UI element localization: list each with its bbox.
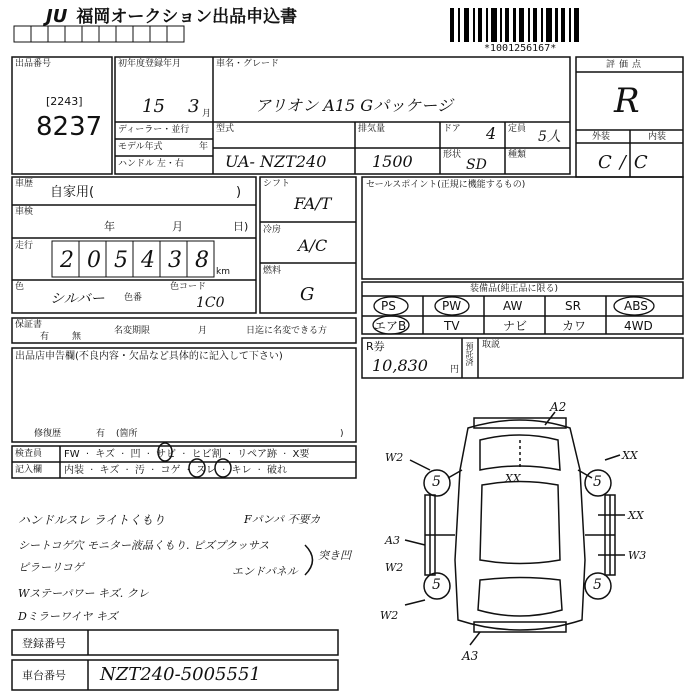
car-name-label: 車名・グレード	[216, 59, 280, 69]
color-value: シルバー	[50, 291, 105, 307]
inspection-label: 車検	[15, 207, 34, 217]
manual-label: 取説	[482, 340, 501, 350]
chassis-value: NZT240-5005551	[100, 664, 261, 685]
note-line: ピラーリコゲ	[18, 561, 84, 574]
inspection-year: 年	[104, 220, 115, 233]
rating-ext-label: 外装	[592, 132, 611, 142]
shift-label: シフト	[263, 179, 291, 189]
lot-number: 8237	[36, 112, 103, 142]
equip-pw: PW	[442, 299, 462, 313]
equip-4wd: 4WD	[624, 319, 653, 333]
shift-value: FA/T	[294, 194, 332, 213]
fuel-label: 燃料	[263, 266, 282, 276]
inspector-row2: 内装 · キズ · 汚 · コゲ · スレ · キレ · 破れ	[64, 465, 287, 476]
capacity-value: 5人	[538, 129, 561, 145]
mileage-digit: 2	[60, 248, 74, 273]
rating-ext-int-value: C/C	[598, 152, 656, 173]
warranty-month: 月	[198, 326, 208, 336]
equip-aw: AW	[503, 299, 523, 313]
rating-label: 評価点	[606, 60, 646, 70]
logo: JU	[46, 6, 68, 27]
equip-airbag: エアB	[374, 319, 407, 333]
inspection-month: 月	[172, 220, 183, 233]
registration-label: 登録番号	[22, 637, 66, 650]
warranty-expiry-label: 名変期限	[114, 326, 151, 336]
lot-label: 出品番号	[15, 59, 52, 69]
tire-mark-rr: 5	[593, 577, 602, 593]
note-line: エンドパネル	[232, 565, 298, 578]
mark-a3-left: A3	[385, 534, 400, 547]
rating-value: R	[614, 81, 640, 121]
note-line: ハンドルスレ ライトくもり	[18, 513, 166, 527]
repair-yes: 有	[96, 429, 106, 439]
mark-w3-right: W3	[628, 549, 647, 562]
aircon-value: A/C	[298, 236, 328, 255]
inspection-day: 日)	[233, 220, 249, 233]
recycle-label: R券	[366, 340, 385, 353]
handle-label: ハンドル 左・右	[118, 159, 184, 169]
equip-abs: ABS	[624, 299, 648, 313]
car-type-value: UA- NZT240	[225, 152, 327, 171]
fuel-value: G	[300, 284, 315, 305]
inspector-row1: FW · キズ · 凹 · サビ · ヒビ割 · リペア跡 · X要	[64, 449, 310, 460]
recycle-unit: 円	[450, 365, 460, 375]
shape-label: 形状	[443, 150, 462, 160]
mileage-unit: km	[216, 267, 230, 277]
barcode-text: *1001256167*	[484, 43, 557, 54]
mileage-label: 走行	[15, 241, 34, 251]
usage-label: 車歴	[15, 179, 34, 189]
note-line: 突き凹	[318, 549, 351, 562]
mark-w2-bottom-left: W2	[380, 609, 399, 622]
mileage-digit: 4	[141, 248, 155, 273]
aircon-label: 冷房	[263, 225, 282, 235]
mark-xx-center: XX	[505, 472, 521, 485]
mileage-digit: 3	[168, 248, 182, 273]
note-line: シートコゲ穴 モニター液晶くもり. ピズプクッサス	[18, 539, 270, 552]
tire-mark-fr: 5	[593, 474, 602, 490]
year-value: 15	[142, 96, 165, 117]
warranty-label: 保証書	[15, 320, 43, 330]
lot-bracket-number: [2243]	[46, 95, 83, 108]
displacement-label: 排気量	[358, 124, 386, 134]
tire-mark-rl: 5	[432, 577, 441, 593]
color-number-label: 色番	[124, 293, 143, 303]
usage-close: )	[236, 185, 242, 200]
rating-int-label: 内装	[648, 132, 667, 142]
sales-point-label: セールスポイント(正規に機能するもの)	[366, 180, 526, 190]
recycle-value: 10,830	[372, 356, 428, 375]
displacement-value: 1500	[372, 152, 413, 171]
color-code-label: 色コード	[170, 282, 207, 292]
note-line: Fパンパ 不要カ	[244, 513, 321, 526]
capacity-label: 定員	[508, 124, 527, 134]
year-label: 初年度登録年月	[118, 59, 182, 69]
car-type-label: 型式	[216, 124, 235, 134]
mark-a3-bottom: A3	[462, 649, 479, 663]
warranty-note: 日迄に名変できる方	[246, 326, 328, 336]
mark-w2-top-left: W2	[385, 451, 404, 464]
mileage-digit: 5	[114, 248, 128, 273]
inspector-label2: 記入欄	[15, 465, 43, 475]
color-label: 色	[15, 282, 25, 292]
report-label: 出品店申告欄(不良内容・欠品など具体的に記入して下さい)	[15, 351, 283, 362]
mark-a2-top: A2	[550, 400, 567, 414]
equip-sr: SR	[565, 299, 581, 313]
repair-close: )	[340, 429, 344, 439]
tire-mark-fl: 5	[432, 474, 441, 490]
color-code-value: 1C0	[196, 295, 225, 311]
shape-value: SD	[466, 157, 487, 173]
month-suffix: 月	[202, 109, 212, 119]
model-year-suffix: 年	[199, 142, 209, 152]
note-line: Dミラーワイヤ キズ	[18, 610, 118, 623]
mark-xx-right: XX	[628, 509, 644, 522]
chassis-label: 車台番号	[22, 669, 66, 682]
warranty-yes: 有	[40, 332, 50, 342]
repair-label: 修復歴	[34, 429, 62, 439]
door-value: 4	[486, 124, 497, 143]
mark-xx-top-right: XX	[622, 449, 638, 462]
class-label: 種類	[508, 150, 527, 160]
mark-w2-left: W2	[385, 561, 404, 574]
equip-tv: TV	[444, 319, 460, 333]
door-label: ドア	[443, 124, 461, 134]
equipment-label: 装備品(純正品に限る)	[470, 284, 559, 294]
equip-ps: PS	[381, 299, 396, 313]
dealer-label: ディーラー・並行	[118, 125, 190, 135]
mileage-digit: 8	[195, 248, 209, 273]
month-value: 3	[188, 96, 200, 117]
warranty-no: 無	[72, 332, 82, 342]
mileage-digit: 0	[87, 248, 101, 273]
form-title: 福岡オークション出品申込書	[76, 7, 298, 27]
recycle-fee-label: 預託済	[465, 342, 474, 366]
car-name-value: アリオン A15 Gパッケージ	[255, 96, 453, 115]
repair-place: (箇所	[116, 429, 138, 439]
note-line: Wステーパワー キズ. クレ	[18, 587, 149, 600]
equip-leather: カワ	[562, 319, 587, 333]
model-year-label: モデル年式	[118, 142, 163, 152]
equip-navi: ナビ	[503, 319, 528, 333]
usage-value: 自家用(	[50, 185, 95, 200]
inspector-label1: 検査員	[15, 449, 43, 459]
